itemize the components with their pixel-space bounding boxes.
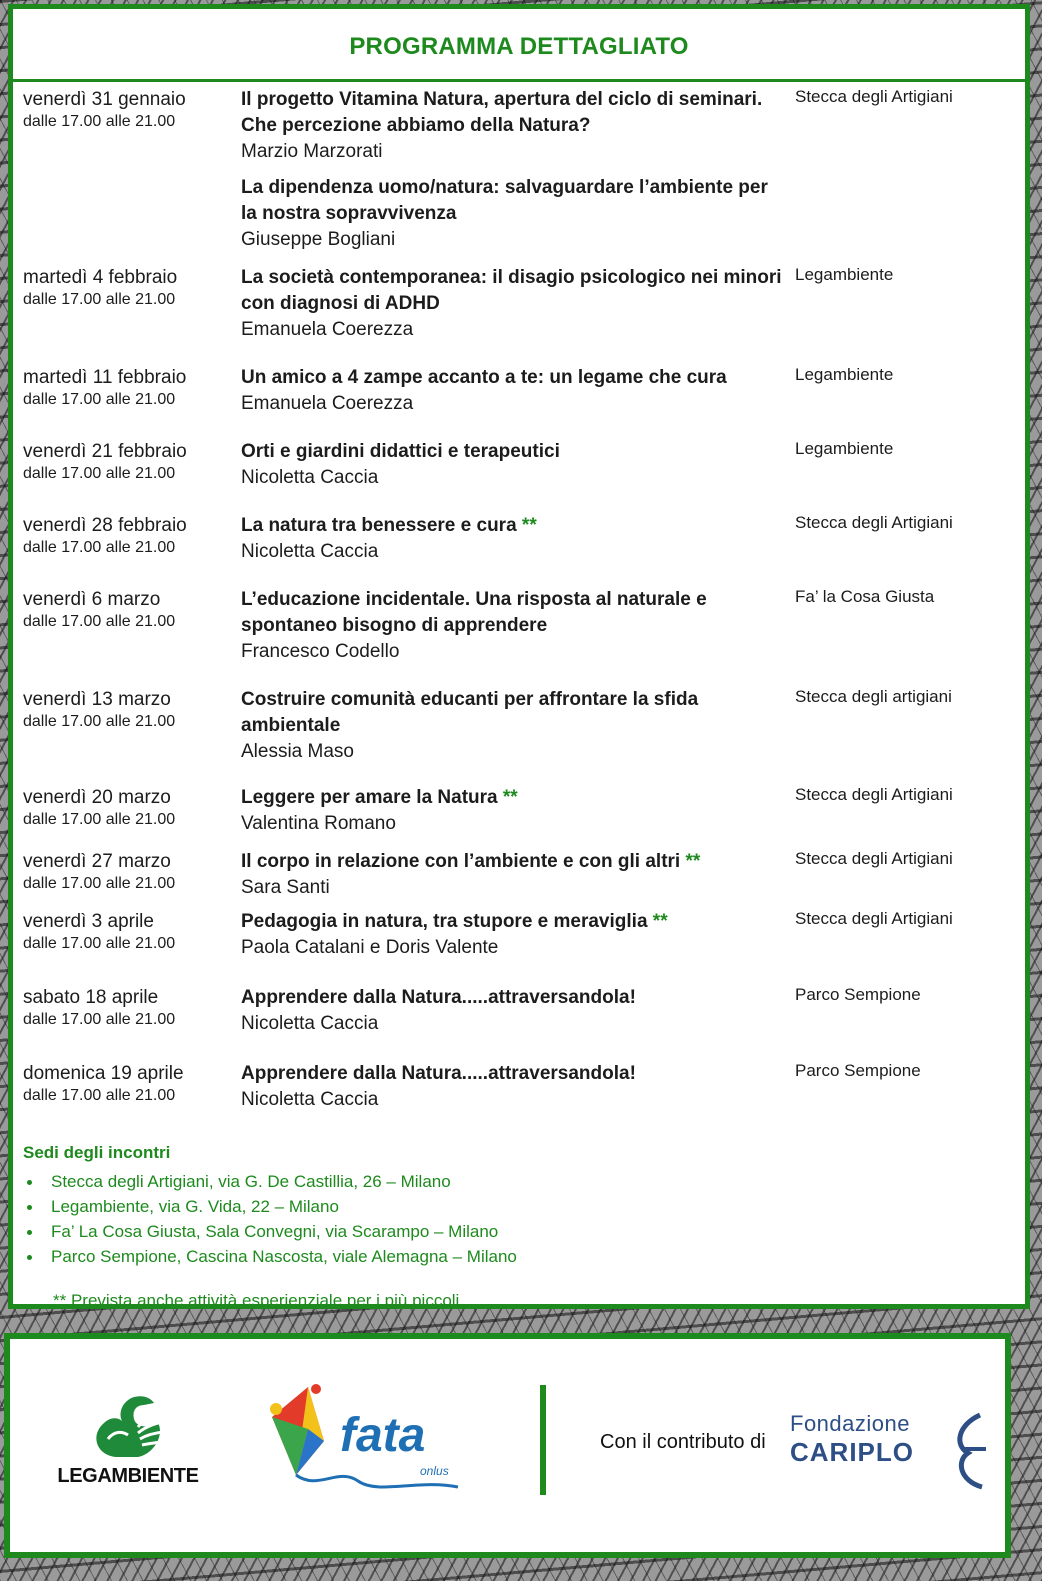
event-speaker: Alessia Maso <box>241 741 354 762</box>
event-venue: Stecca degli Artigiani <box>795 909 953 928</box>
event-title-text: Un amico a 4 zampe accanto a te: un legame che cura <box>241 367 727 388</box>
event-date: venerdì 13 marzo <box>23 689 171 710</box>
event-speaker: Giuseppe Bogliani <box>241 229 396 250</box>
sponsors-panel <box>4 1333 1011 1558</box>
event-time: dalle 17.00 alle 21.00 <box>23 1087 176 1104</box>
page-title: PROGRAMMA DETTAGLIATO <box>349 33 689 60</box>
sponsor-divider <box>540 1385 546 1495</box>
legambiente-wordmark: LEGAMBIENTE <box>57 1465 199 1487</box>
program-panel <box>8 4 1030 1309</box>
event-date: sabato 18 aprile <box>23 987 159 1008</box>
event-venue: Fa’ la Cosa Giusta <box>795 587 935 606</box>
kids-activity-marker: ** <box>521 515 537 536</box>
event-title-text: L’educazione incidentale. Una risposta al naturale e spontaneo bisogno di apprendere <box>241 589 707 636</box>
event-time: dalle 17.00 alle 21.00 <box>23 1011 176 1028</box>
event-speaker: Emanuela Coerezza <box>241 319 414 340</box>
event-title-text: La natura tra benessere e cura <box>241 515 517 536</box>
event-speaker: Paola Catalani e Doris Valente <box>241 937 499 958</box>
event-time: dalle 17.00 alle 21.00 <box>23 811 176 828</box>
event-title-text: Il corpo in relazione con l’ambiente e con gli altri <box>241 851 681 872</box>
event-time: dalle 17.00 alle 21.00 <box>23 613 176 630</box>
venue-item: Fa’ La Cosa Giusta, Sala Convegni, via Scarampo – Milano <box>23 1219 517 1244</box>
event-title <box>241 265 786 317</box>
event-venue: Stecca degli Artigiani <box>795 785 953 804</box>
cariplo-logo <box>790 1411 1000 1491</box>
legambiente-logo <box>38 1387 218 1497</box>
event-time: dalle 17.00 alle 21.00 <box>23 113 176 130</box>
event-date: martedì 4 febbraio <box>23 267 178 288</box>
event-title <box>241 365 786 391</box>
event-venue: Stecca degli Artigiani <box>795 87 953 106</box>
event-speaker: Nicoletta Caccia <box>241 467 379 488</box>
event-venue: Parco Sempione <box>795 1061 921 1080</box>
kids-activity-marker: ** <box>685 851 701 872</box>
event-venue: Legambiente <box>795 365 894 384</box>
cariplo-emblem-icon <box>950 1411 990 1491</box>
event-title <box>241 513 786 539</box>
event-venue: Legambiente <box>795 265 894 284</box>
event-title <box>241 687 786 739</box>
event-title-text: Leggere per amare la Natura <box>241 787 498 808</box>
event-date: venerdì 3 aprile <box>23 911 154 932</box>
event-date: venerdì 28 febbraio <box>23 515 187 536</box>
event-speaker: Nicoletta Caccia <box>241 1013 379 1034</box>
event-title <box>241 439 786 465</box>
event-speaker: Sara Santi <box>241 877 330 898</box>
event-title <box>241 175 786 227</box>
kids-activity-marker: ** <box>652 911 668 932</box>
event-title-text: La società contemporanea: il disagio psicologico nei minori con diagnosi di ADHD <box>241 267 782 314</box>
onlus-wordmark: onlus <box>420 1464 449 1478</box>
event-time: dalle 17.00 alle 21.00 <box>23 539 176 556</box>
event-speaker: Valentina Romano <box>241 813 396 834</box>
event-time: dalle 17.00 alle 21.00 <box>23 713 176 730</box>
event-title-text: Apprendere dalla Natura.....attraversandola! <box>241 1063 636 1084</box>
event-speaker: Nicoletta Caccia <box>241 1089 379 1110</box>
kite-icon <box>258 1379 478 1499</box>
venues-heading: Sedi degli incontri <box>23 1143 171 1162</box>
event-date: venerdì 21 febbraio <box>23 441 187 462</box>
event-venue: Legambiente <box>795 439 894 458</box>
event-title <box>241 985 786 1011</box>
venue-item: Parco Sempione, Cascina Nascosta, viale Alemagna – Milano <box>23 1244 517 1269</box>
event-venue: Stecca degli artigiani <box>795 687 952 706</box>
event-title <box>241 785 786 811</box>
event-title <box>241 1061 786 1087</box>
event-time: dalle 17.00 alle 21.00 <box>23 465 176 482</box>
event-speaker: Francesco Codello <box>241 641 400 662</box>
event-title-text: Apprendere dalla Natura.....attraversandola! <box>241 987 636 1008</box>
fata-onlus-logo <box>258 1379 478 1499</box>
event-title-text: Orti e giardini didattici e terapeutici <box>241 441 560 462</box>
kids-activity-marker: ** <box>502 787 518 808</box>
event-title-text: Pedagogia in natura, tra stupore e meraviglia <box>241 911 648 932</box>
event-venue: Parco Sempione <box>795 985 921 1004</box>
event-date: venerdì 27 marzo <box>23 851 171 872</box>
event-speaker: Emanuela Coerezza <box>241 393 414 414</box>
event-time: dalle 17.00 alle 21.00 <box>23 391 176 408</box>
venue-item: Legambiente, via G. Vida, 22 – Milano <box>23 1194 517 1219</box>
event-date: martedì 11 febbraio <box>23 367 187 388</box>
event-title <box>241 909 786 935</box>
event-date: venerdì 6 marzo <box>23 589 161 610</box>
schedule-list <box>13 9 1025 1304</box>
venue-item: Stecca degli Artigiani, via G. De Castillia, 26 – Milano <box>23 1169 517 1194</box>
event-title <box>241 87 786 139</box>
event-speaker: Marzio Marzorati <box>241 141 383 162</box>
venues-list <box>23 1169 517 1269</box>
fata-wordmark: fata <box>340 1409 426 1462</box>
legambiente-swan-icon <box>38 1387 218 1467</box>
contribution-label: Con il contributo di <box>600 1431 766 1453</box>
event-time: dalle 17.00 alle 21.00 <box>23 875 176 892</box>
event-venue: Stecca degli Artigiani <box>795 513 953 532</box>
event-title <box>241 849 786 875</box>
cariplo-wordmark-line2: CARIPLO <box>790 1437 914 1467</box>
event-date: venerdì 31 gennaio <box>23 89 186 110</box>
event-date: domenica 19 aprile <box>23 1063 184 1084</box>
cariplo-wordmark-line1: Fondazione <box>790 1411 910 1436</box>
footnote: ** Prevista anche attività esperienziale per i più piccoli <box>53 1291 460 1310</box>
event-title-text: Costruire comunità educanti per affrontare la sfida ambientale <box>241 689 699 736</box>
event-title-text: Il progetto Vitamina Natura, apertura del ciclo di seminari. Che percezione abbiamo della Natura? <box>241 89 763 136</box>
event-venue: Stecca degli Artigiani <box>795 849 953 868</box>
event-time: dalle 17.00 alle 21.00 <box>23 291 176 308</box>
event-speaker: Nicoletta Caccia <box>241 541 379 562</box>
event-title <box>241 587 786 639</box>
event-time: dalle 17.00 alle 21.00 <box>23 935 176 952</box>
event-date: venerdì 20 marzo <box>23 787 171 808</box>
event-title-text: La dipendenza uomo/natura: salvaguardare l’ambiente per la nostra sopravvivenza <box>241 177 768 224</box>
